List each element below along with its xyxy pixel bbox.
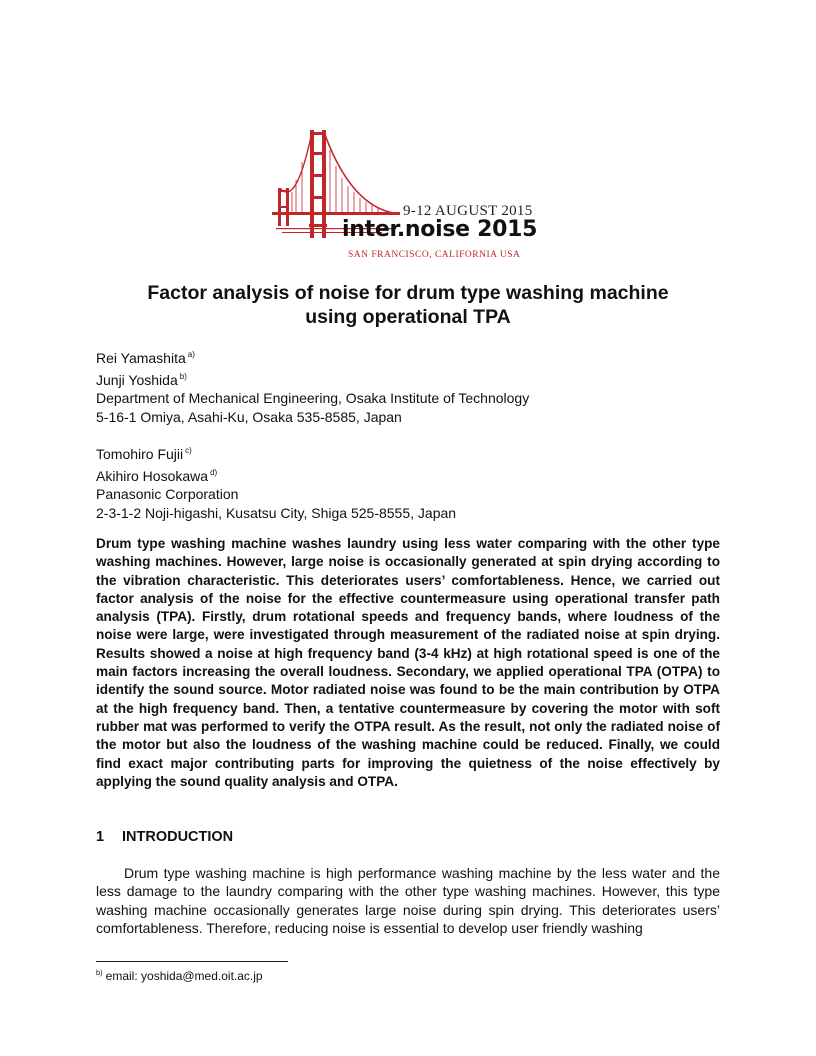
author-name <box>96 368 720 390</box>
author-affiliation-mark: b) <box>179 371 187 381</box>
address: 5-16-1 Omiya, Asahi-Ku, Osaka 535-8585, Japan <box>96 408 402 425</box>
author-name <box>96 442 720 464</box>
section-heading <box>96 829 233 845</box>
footnote-text: email: yoshida@med.oit.ac.jp <box>105 969 263 983</box>
conference-logo <box>272 128 552 276</box>
author-name <box>96 464 720 486</box>
author-affiliation-mark: a) <box>187 350 195 359</box>
title-line-1: Factor analysis of noise for drum type washing machine <box>147 282 669 304</box>
affiliation: Panasonic Corporation <box>96 486 239 502</box>
author-name-text: Junji Yoshida <box>96 371 178 388</box>
author-block <box>96 346 720 522</box>
title-line-2: using operational TPA <box>305 306 511 328</box>
author-name-text: Rei Yamashita <box>96 350 186 366</box>
abstract: Drum type washing machine washes laundry using less water comparing with the other type washing machines. However, large noise is occasionally generated at spin drying according to the vibration characteristic. This deteriorates users’ comfortableness. Hence, we carried out factor analysis of the noise for the effective countermeasure using operational transfer path analysis (TPA). Firstly, drum rotational speeds and frequency bands, where loudness of the noise were large, were investigated through measurement of the radiated noise at spin drying. Results showed a noise at high frequency band (3-4 kHz) at high rotational speed is one of the main factors increasing the overall loudness. Secondary, we applied operational TPA (OTPA) to identify the sound source. Motor radiated noise was found to be the main contribution by OTPA at the high frequency band. Then, a tentative countermeasure by covering the motor with soft rubber mat was performed to verify the OTPA result. As the result, not only the radiated noise of the motor but also the loudness of the washing machine could be reduced. Finally, we could find exact major contributing parts for improving the quietness of the noise effectively by applying the sound quality analysis and OTPA. <box>96 536 720 789</box>
author-name-text: Akihiro Hosokawa <box>96 467 209 484</box>
footnote-divider <box>96 961 288 962</box>
conference-date: 9-12 AUGUST 2015 <box>403 203 533 219</box>
body-paragraph: Drum type washing machine is high performance washing machine by the less water and the less damage to the laundry comparing with the other type washing machines. However, this type washing machine occasionally generates large noise during spin drying. This deteriorates users’ comfortableness. Therefore, reducing noise is essential to develop user friendly washing <box>96 865 720 936</box>
address: 2-3-1-2 Noji-higashi, Kusatsu City, Shiga 525-8555, Japan <box>96 504 457 521</box>
author-name <box>96 346 720 368</box>
paper-title <box>96 281 720 329</box>
section-title: INTRODUCTION <box>122 829 234 845</box>
conference-location: SAN FRANCISCO, CALIFORNIA USA <box>348 250 521 260</box>
footnote-mark: b) <box>96 968 103 977</box>
footnote <box>96 968 263 983</box>
author-affiliation-mark: c) <box>185 446 192 455</box>
author-name-text: Tomohiro Fujii <box>96 446 184 462</box>
section-number: 1 <box>96 829 105 845</box>
affiliation: Department of Mechanical Engineering, Osaka Institute of Technology <box>96 390 530 406</box>
author-affiliation-mark: d) <box>210 467 218 477</box>
conference-name: inter.noise 2015 <box>342 217 538 242</box>
